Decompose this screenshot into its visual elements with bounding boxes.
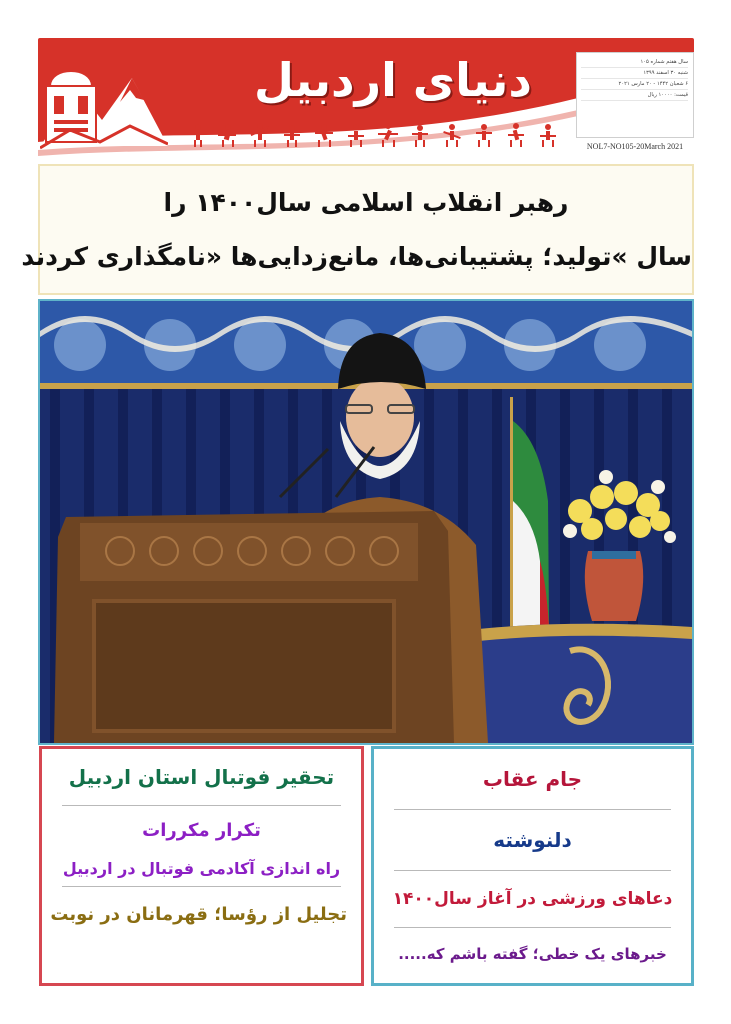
left-news-box [39,746,364,986]
right-news-box [371,746,694,986]
newspaper-title: دنیای اردبیل [253,53,533,107]
divider [62,805,341,806]
right-box-item-3: دعاهای ورزشی در آغاز سال۱۴۰۰ [392,889,673,909]
left-box-item-3: تجلیل از رؤسا؛ قهرمانان در نوبت [50,904,347,925]
issue-code: NOL7-NO105-20March 2021 [576,140,694,154]
city-emblem-logo [40,42,168,154]
speaker-at-podium-photo [40,301,692,743]
issue-info-line: سال هفتم شماره ۱۰۵ [581,57,688,68]
right-box-item-4: خبرهای یک خطی؛ گفته باشم که..... [398,945,667,963]
headline-line-1: رهبر انقلاب اسلامی سال۱۴۰۰ را [163,187,569,217]
issue-info-line: ۶ شعبان ۱۴۴۲ - ۲۰ مارس ۲۰۲۱ [581,79,688,90]
left-box-item-1: تکرار مکررات [142,820,261,841]
headline-line-2: سال »تولید؛ پشتیبانی‌ها، مانع‌زدایی‌ها «نامگذاری کردند [21,241,692,271]
left-box-title: تحقیر فوتبال استان اردبیل [68,765,335,789]
masthead [38,38,694,158]
issue-info-line: شنبه ۳۰ اسفند ۱۳۹۹ [581,68,688,79]
lead-photo [38,299,694,745]
headline-box [21,164,694,295]
right-box-item-2: دلنوشته [493,828,572,852]
issue-info-box [576,52,694,138]
issue-info-line: قیمت: ۱۰۰۰۰ ریال [581,90,688,101]
left-box-item-2: راه اندازی آکادمی فوتبال در اردبیل [62,859,341,878]
sport-pictogram-strip [188,122,578,148]
right-box-item-1: جام عقاب [482,767,583,791]
